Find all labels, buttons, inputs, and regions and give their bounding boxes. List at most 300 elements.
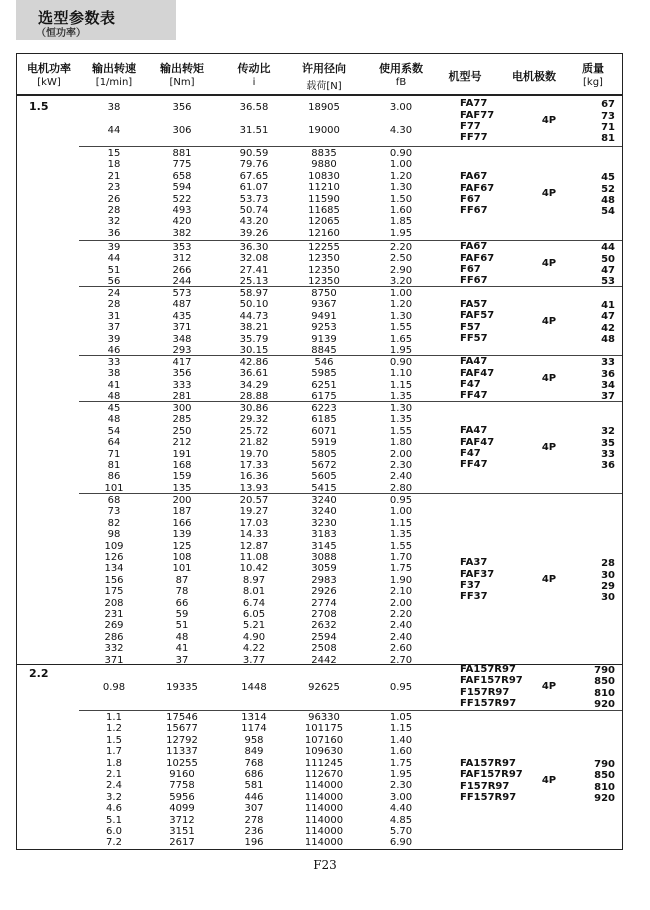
cell-speed: 134	[104, 563, 124, 575]
model-list	[460, 557, 494, 603]
cell-load: 3240	[311, 495, 337, 506]
cell-load: 6071	[311, 425, 337, 437]
cell-speed: 332	[104, 643, 124, 655]
motor-poles: 4P	[541, 315, 557, 327]
cell-load: 2708	[311, 609, 337, 620]
mass-value: 28	[601, 558, 615, 570]
cell-ratio: 50.10	[239, 299, 269, 311]
cell-ratio: 36.58	[239, 102, 269, 113]
mass-value: 48	[601, 333, 615, 345]
gear-group	[79, 146, 622, 240]
cell-speed: 1.2	[106, 723, 122, 735]
cell-speed: 1.5	[106, 734, 122, 746]
cell-speed: 81	[107, 460, 121, 471]
cell-torque: 382	[172, 227, 192, 239]
cell-load: 19000	[308, 125, 340, 136]
cell-load: 2926	[311, 586, 337, 598]
cell-load: 2774	[311, 597, 337, 609]
cell-fb: 2.00	[389, 448, 413, 460]
cell-torque: 417	[172, 357, 192, 368]
cell-load: 8835	[311, 148, 337, 159]
cell-torque: 353	[172, 242, 192, 253]
cell-fb: 0.90	[389, 148, 413, 159]
model-number: F37	[460, 580, 481, 591]
cell-load: 111245	[304, 757, 344, 769]
cell-fb: 0.90	[389, 357, 413, 368]
gear-group	[79, 401, 622, 493]
cell-speed: 5.1	[106, 814, 122, 826]
cell-ratio: 278	[244, 814, 264, 826]
cell-torque: 135	[172, 482, 192, 494]
model-number: F47	[460, 379, 481, 390]
cell-fb: 0.95	[389, 495, 413, 506]
cell-speed: 45	[107, 403, 121, 414]
header-speed: 输出转速 [1/min]	[92, 62, 136, 88]
cell-torque: 2617	[169, 837, 195, 849]
cell-fb: 1.15	[389, 379, 413, 391]
cell-load: 3059	[311, 563, 337, 575]
model-number: FAF67	[460, 182, 495, 194]
cell-load: 5415	[311, 482, 337, 494]
cell-ratio: 43.20	[239, 216, 269, 228]
cell-ratio: 581	[244, 780, 264, 792]
cell-torque: 168	[172, 460, 192, 471]
cell-torque: 306	[172, 125, 192, 136]
cell-ratio: 686	[244, 769, 264, 780]
cell-ratio: 31.51	[239, 125, 269, 136]
cell-fb: 2.30	[389, 460, 413, 471]
cell-speed: 33	[107, 357, 121, 368]
cell-torque: 125	[172, 540, 192, 552]
model-number: FAF157R97	[460, 769, 523, 781]
cell-torque: 48	[175, 631, 189, 643]
mass-value: 810	[594, 687, 615, 699]
cell-torque: 37	[175, 654, 189, 666]
cell-torque: 159	[172, 471, 192, 483]
cell-ratio: 44.73	[239, 310, 269, 322]
cell-speed: 46	[107, 345, 121, 356]
cell-fb: 2.60	[389, 643, 413, 655]
cell-torque: 139	[172, 529, 192, 541]
model-number: FF157R97	[460, 791, 517, 803]
cell-torque: 356	[172, 102, 192, 113]
gear-group	[79, 96, 622, 146]
cell-torque: 300	[172, 403, 192, 414]
mass-value: 30	[601, 592, 615, 604]
cell-speed: 1.8	[106, 757, 122, 769]
cell-fb: 2.40	[389, 620, 413, 632]
mass-list	[575, 172, 615, 218]
model-number: F57	[460, 321, 481, 333]
cell-torque: 59	[175, 609, 189, 620]
cell-fb: 2.90	[389, 264, 413, 276]
cell-speed: 36	[107, 227, 121, 239]
cell-ratio: 8.01	[242, 586, 266, 598]
cell-torque: 9160	[169, 769, 195, 780]
cell-speed: 126	[104, 552, 124, 563]
cell-load: 107160	[304, 734, 344, 746]
cell-load: 8845	[311, 345, 337, 356]
cell-load: 12350	[308, 276, 340, 288]
cell-load: 92625	[308, 681, 340, 693]
cell-ratio: 36.30	[239, 242, 269, 253]
model-number: FA37	[460, 557, 488, 569]
cell-load: 9491	[311, 310, 337, 322]
cell-load: 3145	[311, 540, 337, 552]
cell-speed: 73	[107, 506, 121, 518]
cell-ratio: 25.13	[239, 276, 269, 288]
cell-speed: 7.2	[106, 837, 122, 849]
model-number: FF57	[460, 332, 488, 344]
cell-load: 10830	[308, 170, 340, 182]
cell-speed: 2.1	[106, 769, 122, 780]
cell-fb: 1.85	[389, 216, 413, 228]
mass-list	[575, 242, 615, 288]
cell-torque: 487	[172, 299, 192, 311]
cell-fb: 1.30	[389, 310, 413, 322]
cell-ratio: 28.88	[239, 391, 269, 403]
cell-speed: 18	[107, 159, 121, 171]
mass-value: 54	[601, 206, 615, 218]
cell-load: 6185	[311, 414, 337, 426]
cell-load: 5672	[311, 460, 337, 471]
cell-fb: 1.30	[389, 403, 413, 414]
cell-torque: 200	[172, 495, 192, 506]
cell-load: 11210	[308, 182, 340, 194]
gear-group	[79, 493, 622, 665]
cell-fb: 1.10	[389, 368, 413, 380]
cell-load: 6251	[311, 379, 337, 391]
cell-torque: 19335	[166, 681, 198, 693]
model-list	[460, 241, 494, 287]
cell-ratio: 39.26	[239, 227, 269, 239]
cell-load: 5985	[311, 368, 337, 380]
cell-fb: 1.20	[389, 299, 413, 311]
mass-value: 920	[594, 792, 615, 804]
cell-fb: 4.40	[389, 803, 413, 815]
cell-load: 12350	[308, 264, 340, 276]
mass-value: 920	[594, 698, 615, 710]
mass-value: 33	[601, 449, 615, 460]
cell-speed: 28	[107, 205, 121, 216]
model-list	[460, 758, 523, 804]
cell-ratio: 10.42	[239, 563, 269, 575]
cell-load: 3088	[311, 552, 337, 563]
gear-group	[79, 286, 622, 355]
cell-ratio: 14.33	[239, 529, 269, 541]
cell-load: 96330	[308, 712, 340, 723]
cell-fb: 1.00	[389, 159, 413, 171]
header-model: 机型号	[448, 70, 482, 83]
cell-fb: 1.75	[389, 563, 413, 575]
model-list	[460, 356, 494, 402]
cell-ratio: 79.76	[239, 159, 269, 171]
cell-torque: 658	[172, 170, 192, 182]
mass-list	[575, 357, 615, 403]
model-number: F47	[460, 448, 481, 459]
cell-ratio: 3.77	[242, 654, 266, 666]
cell-torque: 166	[172, 517, 192, 529]
cell-torque: 101	[172, 563, 192, 575]
cell-ratio: 21.82	[239, 437, 269, 449]
cell-load: 109630	[304, 746, 344, 758]
page-number: F23	[313, 858, 337, 872]
cell-speed: 231	[104, 609, 124, 620]
gear-group	[79, 355, 622, 401]
cell-speed: 38	[107, 368, 121, 380]
motor-power: 1.5	[29, 100, 49, 113]
cell-ratio: 25.72	[239, 425, 269, 437]
model-number: F67	[460, 194, 481, 205]
mass-value: 67	[601, 99, 615, 111]
model-number: FA47	[460, 356, 488, 368]
cell-load: 2508	[311, 643, 337, 655]
cell-load: 114000	[304, 837, 344, 849]
cell-speed: 68	[107, 495, 121, 506]
cell-speed: 41	[107, 379, 121, 391]
cell-speed: 1.7	[106, 746, 122, 758]
cell-speed: 4.6	[106, 803, 122, 815]
motor-poles: 4P	[541, 680, 557, 692]
cell-fb: 4.30	[389, 125, 413, 136]
mass-list	[575, 665, 615, 711]
cell-fb: 1.35	[389, 529, 413, 541]
power-section	[17, 96, 622, 665]
cell-load: 114000	[304, 826, 344, 837]
cell-torque: 573	[172, 288, 192, 299]
cell-ratio: 958	[244, 734, 264, 746]
model-list	[460, 299, 494, 345]
cell-speed: 56	[107, 276, 121, 288]
cell-ratio: 5.21	[242, 620, 266, 632]
cell-fb: 1.90	[389, 574, 413, 586]
gear-group	[79, 710, 622, 849]
cell-load: 9367	[311, 299, 337, 311]
header-service-factor: 使用系数 fB	[379, 62, 423, 88]
cell-fb: 1.35	[389, 391, 413, 403]
cell-load: 2632	[311, 620, 337, 632]
mass-value: 33	[601, 357, 615, 369]
cell-load: 12350	[308, 253, 340, 265]
cell-ratio: 8.97	[242, 574, 266, 586]
cell-torque: 11337	[166, 746, 198, 758]
cell-fb: 3.20	[389, 276, 413, 288]
cell-ratio: 67.65	[239, 170, 269, 182]
cell-speed: 54	[107, 425, 121, 437]
cell-fb: 3.00	[389, 791, 413, 803]
cell-torque: 87	[175, 574, 189, 586]
cell-ratio: 13.93	[239, 482, 269, 494]
cell-fb: 1.15	[389, 723, 413, 735]
cell-load: 11590	[308, 193, 340, 205]
cell-speed: 6.0	[106, 826, 122, 837]
cell-speed: 15	[107, 148, 121, 159]
cell-torque: 435	[172, 310, 192, 322]
model-number: FAF37	[460, 568, 495, 580]
cell-torque: 191	[172, 448, 192, 460]
cell-torque: 356	[172, 368, 192, 380]
cell-load: 2594	[311, 631, 337, 643]
mass-value: 29	[601, 581, 615, 592]
header-power: 电机功率 [kW]	[27, 62, 71, 88]
cell-fb: 1.30	[389, 182, 413, 194]
model-list	[460, 664, 523, 710]
cell-speed: 86	[107, 471, 121, 483]
cell-ratio: 6.74	[242, 597, 266, 609]
cell-fb: 1.20	[389, 170, 413, 182]
mass-value: 44	[601, 242, 615, 254]
cell-fb: 1.55	[389, 322, 413, 334]
cell-fb: 5.70	[389, 826, 413, 837]
model-number: FA57	[460, 298, 488, 310]
cell-fb: 1.00	[389, 288, 413, 299]
mass-value: 37	[601, 391, 615, 403]
cell-fb: 2.10	[389, 586, 413, 598]
cell-fb: 1.40	[389, 734, 413, 746]
cell-speed: 26	[107, 193, 121, 205]
cell-torque: 108	[172, 552, 192, 563]
cell-speed: 28	[107, 299, 121, 311]
model-number: FA77	[460, 98, 488, 110]
cell-ratio: 768	[244, 757, 264, 769]
cell-fb: 1.65	[389, 333, 413, 345]
page-subtitle: （恒功率）	[36, 28, 86, 39]
mass-value: 71	[601, 122, 615, 133]
cell-ratio: 36.61	[239, 368, 269, 380]
cell-ratio: 32.08	[239, 253, 269, 265]
cell-torque: 4099	[169, 803, 195, 815]
mass-value: 790	[594, 758, 615, 770]
model-number: FA67	[460, 241, 488, 253]
cell-load: 2983	[311, 574, 337, 586]
cell-torque: 17546	[166, 712, 198, 723]
cell-torque: 881	[172, 148, 192, 159]
header-poles: 电机极数	[512, 70, 556, 83]
cell-fb: 2.20	[389, 242, 413, 253]
cell-torque: 51	[175, 620, 189, 632]
cell-load: 114000	[304, 803, 344, 815]
cell-speed: 0.98	[102, 681, 126, 693]
model-number: FF37	[460, 591, 488, 603]
cell-fb: 2.40	[389, 631, 413, 643]
cell-load: 112670	[304, 769, 344, 780]
cell-torque: 493	[172, 205, 192, 216]
model-number: FAF77	[460, 109, 495, 121]
mass-value: 47	[601, 265, 615, 276]
cell-torque: 420	[172, 216, 192, 228]
cell-torque: 333	[172, 379, 192, 391]
cell-load: 3240	[311, 506, 337, 518]
cell-torque: 293	[172, 345, 192, 356]
cell-torque: 66	[175, 597, 189, 609]
cell-torque: 775	[172, 159, 192, 171]
cell-fb: 2.70	[389, 654, 413, 666]
cell-torque: 7758	[169, 780, 195, 792]
cell-speed: 21	[107, 170, 121, 182]
cell-ratio: 17.03	[239, 517, 269, 529]
cell-speed: 48	[107, 391, 121, 403]
cell-fb: 4.85	[389, 814, 413, 826]
cell-fb: 3.00	[389, 102, 413, 113]
cell-speed: 3.2	[106, 791, 122, 803]
cell-speed: 208	[104, 597, 124, 609]
cell-ratio: 1314	[241, 712, 267, 723]
cell-load: 5919	[311, 437, 337, 449]
cell-load: 6175	[311, 391, 337, 403]
model-number: FA67	[460, 171, 488, 183]
cell-ratio: 50.74	[239, 205, 269, 216]
cell-ratio: 61.07	[239, 182, 269, 194]
title-banner	[16, 0, 176, 40]
model-list	[460, 171, 494, 217]
cell-ratio: 35.79	[239, 333, 269, 345]
model-number: FAF157R97	[460, 675, 523, 687]
gear-group	[79, 240, 622, 286]
mass-value: 36	[601, 368, 615, 380]
cell-load: 12160	[308, 227, 340, 239]
cell-load: 3230	[311, 517, 337, 529]
cell-load: 18905	[308, 102, 340, 113]
cell-torque: 78	[175, 586, 189, 598]
model-number: FAF47	[460, 436, 495, 448]
mass-value: 41	[601, 299, 615, 311]
cell-load: 11685	[308, 205, 340, 216]
cell-load: 3183	[311, 529, 337, 541]
cell-torque: 266	[172, 264, 192, 276]
mass-value: 73	[601, 110, 615, 122]
mass-value: 52	[601, 183, 615, 195]
cell-load: 114000	[304, 814, 344, 826]
model-number: FAF57	[460, 310, 495, 322]
model-number: F157R97	[460, 686, 510, 698]
cell-ratio: 90.59	[239, 148, 269, 159]
cell-ratio: 19.70	[239, 448, 269, 460]
cell-fb: 2.20	[389, 609, 413, 620]
motor-poles: 4P	[541, 373, 557, 384]
mass-value: 48	[601, 195, 615, 206]
model-number: FF157R97	[460, 697, 517, 709]
cell-fb: 2.30	[389, 780, 413, 792]
cell-speed: 286	[104, 631, 124, 643]
cell-ratio: 6.05	[242, 609, 266, 620]
cell-torque: 594	[172, 182, 192, 194]
cell-speed: 37	[107, 322, 121, 334]
cell-torque: 285	[172, 414, 192, 426]
cell-torque: 5956	[169, 791, 195, 803]
mass-value: 850	[594, 676, 615, 688]
cell-fb: 1.60	[389, 205, 413, 216]
cell-speed: 109	[104, 540, 124, 552]
cell-load: 5805	[311, 448, 337, 460]
cell-ratio: 30.15	[239, 345, 269, 356]
cell-torque: 522	[172, 193, 192, 205]
mass-list	[575, 759, 615, 805]
cell-speed: 98	[107, 529, 121, 541]
cell-torque: 281	[172, 391, 192, 403]
cell-speed: 1.1	[106, 712, 122, 723]
cell-torque: 3712	[169, 814, 195, 826]
motor-poles: 4P	[541, 574, 557, 585]
cell-speed: 44	[107, 125, 121, 136]
mass-value: 34	[601, 380, 615, 391]
cell-load: 9139	[311, 333, 337, 345]
cell-ratio: 30.86	[239, 403, 269, 414]
model-number: FA157R97	[460, 757, 516, 769]
mass-value: 35	[601, 437, 615, 449]
cell-load: 114000	[304, 791, 344, 803]
cell-speed: 39	[107, 333, 121, 345]
model-number: FF67	[460, 205, 488, 217]
